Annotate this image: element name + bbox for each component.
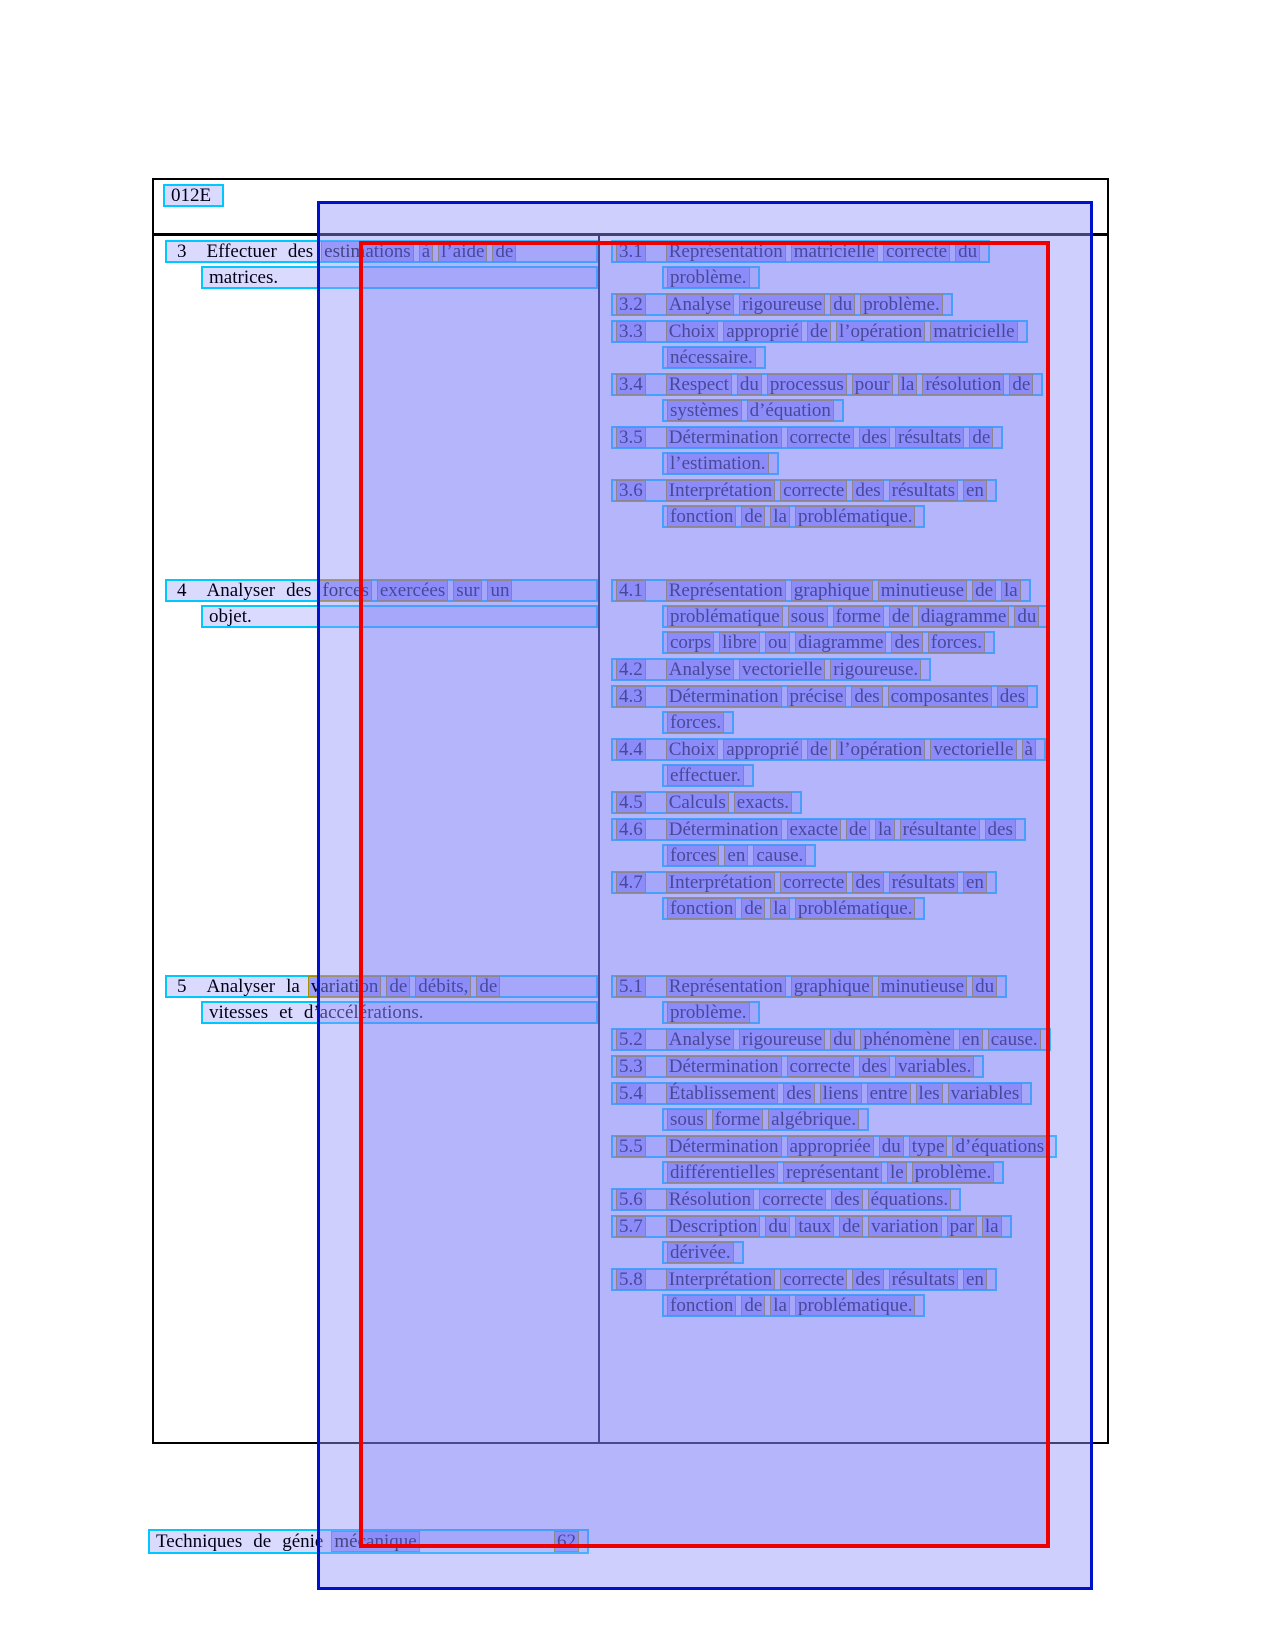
line-highlight (662, 399, 844, 422)
word-highlight: problème. (667, 1002, 750, 1023)
line-highlight (662, 1294, 925, 1317)
word-highlight: la (982, 1216, 1002, 1237)
line-highlight (611, 1215, 1012, 1238)
word-highlight: d’équations (952, 1136, 1047, 1157)
word-highlight: diagramme (795, 632, 886, 653)
word-highlight: composantes (888, 686, 992, 707)
line-highlight (611, 685, 1038, 708)
line-highlight (662, 1241, 744, 1264)
word-highlight: le (887, 1162, 907, 1183)
word-highlight: problème. (860, 294, 943, 315)
word-highlight: variation (868, 1216, 942, 1237)
word-highlight: correcte (883, 241, 950, 262)
word-highlight: résultats (889, 1269, 958, 1290)
word-highlight: Effectuer (206, 241, 277, 262)
header-code: 012E (171, 185, 212, 206)
word-highlight: de (386, 976, 410, 997)
word-highlight: de (839, 1216, 863, 1237)
word-highlight: du (830, 294, 855, 315)
word-highlight: Interprétation (666, 872, 775, 893)
word-highlight: effectuer. (667, 765, 744, 786)
word-highlight: Détermination (666, 686, 782, 707)
criterion-number: 4.7 (616, 872, 646, 893)
criterion-number: 3.3 (616, 321, 646, 342)
word-highlight: Analyser (206, 976, 276, 997)
word-highlight: à (419, 241, 433, 262)
word-highlight: la (770, 898, 790, 919)
word-highlight: fonction (667, 1295, 736, 1316)
criterion-number: 5.2 (616, 1029, 646, 1050)
word-highlight: du (1014, 606, 1039, 627)
word-highlight: de (1009, 374, 1033, 395)
word-highlight: en (963, 1269, 987, 1290)
line-highlight (611, 426, 1003, 449)
word-highlight: de (807, 321, 831, 342)
criterion-item (611, 1268, 1057, 1317)
word-highlight: débits, (415, 976, 471, 997)
line-highlight (611, 1268, 997, 1291)
word-highlight: résultats (889, 480, 958, 501)
criterion-number: 3.4 (616, 374, 646, 395)
word-highlight: correcte (787, 1056, 854, 1077)
word-highlight: minutieuse (878, 976, 967, 997)
word-highlight: des (859, 1056, 890, 1077)
line-highlight (662, 844, 816, 867)
word-highlight: des (891, 632, 922, 653)
word-highlight: ou (765, 632, 790, 653)
word-highlight: des (783, 1083, 814, 1104)
criterion-item (611, 685, 1049, 734)
word-highlight: du (972, 976, 997, 997)
word-highlight: correcte (780, 872, 847, 893)
word-highlight: correcte (780, 480, 847, 501)
criterion-item (611, 426, 1043, 475)
word-highlight: d’équation (747, 400, 834, 421)
word-highlight: la (1001, 580, 1021, 601)
word-highlight: entre (867, 1083, 911, 1104)
word-highlight: du (830, 1029, 855, 1050)
word-highlight: l’opération (836, 739, 925, 760)
criterion-item (611, 1082, 1057, 1131)
criterion-item (611, 818, 1049, 867)
word-highlight: forme (712, 1109, 763, 1130)
criterion-number: 3.5 (616, 427, 646, 448)
criterion-number: 5.4 (616, 1083, 646, 1104)
word-highlight: forces. (667, 712, 724, 733)
word-highlight: du (737, 374, 762, 395)
word-highlight: Description (666, 1216, 761, 1237)
word-highlight: de (741, 506, 765, 527)
word-highlight: la (770, 506, 790, 527)
word-highlight: pour (852, 374, 893, 395)
word-highlight: approprié (723, 321, 802, 342)
criterion-item (611, 871, 1049, 920)
line-highlight (611, 1082, 1032, 1105)
criterion-item (611, 1135, 1057, 1184)
word-highlight: la (770, 1295, 790, 1316)
criterion-number: 5.1 (616, 976, 646, 997)
word-highlight: résultats (895, 427, 964, 448)
line-highlight (611, 975, 1007, 998)
word-highlight: exacte (787, 819, 842, 840)
line-highlight (662, 452, 779, 475)
word-highlight: processus (767, 374, 847, 395)
word-highlight: vectorielle (739, 659, 825, 680)
footer-program-word: mécanique (331, 1531, 419, 1552)
word-highlight: en (963, 872, 987, 893)
line-highlight (611, 818, 1026, 841)
word-highlight: graphique (791, 976, 873, 997)
criterion-item (611, 320, 1043, 369)
word-highlight: les (916, 1083, 943, 1104)
word-highlight: précise (787, 686, 847, 707)
word-highlight: d’accélérations. (303, 1002, 424, 1023)
word-highlight: des (997, 686, 1028, 707)
word-highlight: variation (308, 976, 382, 997)
word-highlight: la (898, 374, 918, 395)
word-highlight: cause. (753, 845, 806, 866)
word-highlight: systèmes (667, 400, 742, 421)
word-highlight: forces (667, 845, 719, 866)
word-highlight: l’opération (836, 321, 925, 342)
word-highlight: Détermination (666, 1136, 782, 1157)
objective-number: 4 (177, 580, 187, 601)
word-highlight: exercées (377, 580, 448, 601)
objective-number: 5 (177, 976, 187, 997)
word-highlight: Représentation (666, 976, 786, 997)
word-highlight: sous (667, 1109, 707, 1130)
word-highlight: algébrique. (768, 1109, 859, 1130)
word-highlight: vectorielle (930, 739, 1016, 760)
word-highlight: du (955, 241, 980, 262)
criterion-number: 4.3 (616, 686, 646, 707)
word-highlight: rigoureuse. (830, 659, 921, 680)
word-highlight: variables. (895, 1056, 974, 1077)
word-highlight: de (741, 898, 765, 919)
line-highlight (611, 320, 1028, 343)
word-highlight: Représentation (666, 241, 786, 262)
word-highlight: Analyse (666, 659, 734, 680)
word-highlight: sous (788, 606, 828, 627)
line-highlight (611, 293, 953, 316)
word-highlight: Respect (666, 374, 732, 395)
word-highlight: en (959, 1029, 983, 1050)
word-highlight: Choix (666, 321, 718, 342)
word-highlight: de (807, 739, 831, 760)
word-highlight: fonction (667, 506, 736, 527)
word-highlight: différentielles (667, 1162, 778, 1183)
criterion-number: 4.5 (616, 792, 646, 813)
word-highlight: graphique (791, 580, 873, 601)
word-highlight: un (487, 580, 512, 601)
criterion-item (611, 293, 1043, 316)
line-highlight (165, 579, 598, 602)
line-highlight (611, 738, 1046, 761)
criterion-number: 5.7 (616, 1216, 646, 1237)
word-highlight: problème. (667, 267, 750, 288)
criterion-item (611, 1188, 1057, 1211)
word-highlight: Détermination (666, 1056, 782, 1077)
line-highlight (611, 791, 802, 814)
word-highlight: phénomène (860, 1029, 954, 1050)
criterion-item (611, 975, 1057, 1024)
criterion-item (611, 240, 1043, 289)
word-highlight: de (476, 976, 500, 997)
word-highlight: des (852, 480, 883, 501)
line-highlight (662, 1161, 1004, 1184)
criterion-item (611, 1055, 1057, 1078)
word-highlight: de (741, 1295, 765, 1316)
word-highlight: variables (948, 1083, 1023, 1104)
table-body (154, 180, 1107, 1442)
line-highlight (165, 240, 598, 263)
objective-number: 3 (177, 241, 187, 262)
line-highlight (662, 897, 925, 920)
word-highlight: forme (833, 606, 884, 627)
word-highlight: minutieuse (878, 580, 967, 601)
line-highlight (201, 605, 598, 628)
word-highlight: la (286, 976, 300, 997)
line-highlight (165, 975, 598, 998)
word-highlight: libre (719, 632, 760, 653)
line-highlight (662, 764, 754, 787)
word-highlight: type (909, 1136, 948, 1157)
word-highlight: matrices. (209, 267, 279, 288)
word-highlight: exacts. (734, 792, 792, 813)
footer-program-word: de (253, 1531, 272, 1552)
word-highlight: approprié (723, 739, 802, 760)
word-highlight: Représentation (666, 580, 786, 601)
word-highlight: estimations (321, 241, 414, 262)
word-highlight: problème. (912, 1162, 995, 1183)
word-highlight: représentant (783, 1162, 882, 1183)
word-highlight: liens (820, 1083, 862, 1104)
criterion-number: 4.4 (616, 739, 646, 760)
word-highlight: des (852, 1269, 883, 1290)
word-highlight: l’estimation. (667, 453, 769, 474)
word-highlight: rigoureuse (739, 294, 825, 315)
word-highlight: et (279, 1002, 293, 1023)
word-highlight: des (852, 872, 883, 893)
criterion-item (611, 479, 1043, 528)
line-highlight (662, 711, 734, 734)
word-highlight: forces (319, 580, 371, 601)
line-highlight (611, 479, 997, 502)
criterion-item (611, 579, 1049, 654)
criterion-number: 4.6 (616, 819, 646, 840)
criterion-item (611, 373, 1043, 422)
line-highlight (611, 1055, 984, 1078)
criterion-number: 5.8 (616, 1269, 646, 1290)
line-highlight (662, 605, 1049, 628)
criterion-number: 5.6 (616, 1189, 646, 1210)
word-highlight: en (724, 845, 748, 866)
line-highlight (662, 631, 995, 654)
word-highlight: taux (795, 1216, 834, 1237)
word-highlight: de (492, 241, 516, 262)
word-highlight: matricielle (791, 241, 878, 262)
criteria-cell (611, 240, 1043, 532)
criterion-item (611, 658, 1049, 681)
word-highlight: Calculs (666, 792, 729, 813)
word-highlight: objet. (209, 606, 252, 627)
word-highlight: forces. (928, 632, 985, 653)
word-highlight: résultante (900, 819, 980, 840)
word-highlight: matricielle (930, 321, 1017, 342)
line-highlight (201, 266, 598, 289)
line-highlight (611, 373, 1043, 396)
word-highlight: Analyser (206, 580, 276, 601)
page-number: 62 (554, 1531, 579, 1552)
word-highlight: à (1022, 739, 1036, 760)
word-highlight: du (765, 1216, 790, 1237)
word-highlight: de (969, 427, 993, 448)
word-highlight: du (879, 1136, 904, 1157)
criterion-number: 4.1 (616, 580, 646, 601)
line-highlight (662, 1001, 760, 1024)
word-highlight: problématique. (795, 1295, 916, 1316)
word-highlight: des (831, 1189, 862, 1210)
line-highlight (662, 1108, 869, 1131)
word-highlight: Détermination (666, 427, 782, 448)
word-highlight: correcte (787, 427, 854, 448)
word-highlight: résultats (889, 872, 958, 893)
word-highlight: problématique (667, 606, 783, 627)
criterion-number: 5.5 (616, 1136, 646, 1157)
criterion-number: 3.6 (616, 480, 646, 501)
criterion-number: 3.1 (616, 241, 646, 262)
criteria-cell (611, 975, 1057, 1321)
criterion-number: 5.3 (616, 1056, 646, 1077)
word-highlight: la (875, 819, 895, 840)
word-highlight: l’aide (438, 241, 487, 262)
line-highlight (611, 1135, 1057, 1158)
footer-line-highlight (148, 1529, 589, 1554)
line-highlight (201, 1001, 598, 1024)
objective-cell (165, 975, 598, 1027)
word-highlight: Interprétation (666, 480, 775, 501)
criterion-number: 4.2 (616, 659, 646, 680)
word-highlight: corps (667, 632, 714, 653)
word-highlight: Établissement (666, 1083, 779, 1104)
objective-cell (165, 579, 598, 631)
word-highlight: résolution (922, 374, 1004, 395)
word-highlight: en (963, 480, 987, 501)
line-highlight (611, 579, 1031, 602)
line-highlight (611, 871, 997, 894)
word-highlight: problématique. (795, 506, 916, 527)
evaluation-table (152, 178, 1109, 1444)
line-highlight (611, 1188, 961, 1211)
word-highlight: des (286, 580, 312, 601)
word-highlight: fonction (667, 898, 736, 919)
word-highlight: de (889, 606, 913, 627)
word-highlight: diagramme (918, 606, 1009, 627)
criterion-item (611, 791, 1049, 814)
word-highlight: Détermination (666, 819, 782, 840)
word-highlight: équations. (868, 1189, 952, 1210)
word-highlight: des (851, 686, 882, 707)
word-highlight: nécessaire. (667, 347, 756, 368)
word-highlight: des (287, 241, 314, 262)
objective-cell (165, 240, 598, 292)
word-highlight: Interprétation (666, 1269, 775, 1290)
word-highlight: de (972, 580, 996, 601)
word-highlight: Analyse (666, 294, 734, 315)
word-highlight: de (846, 819, 870, 840)
word-highlight: vitesses (209, 1002, 269, 1023)
criteria-cell (611, 579, 1049, 924)
criterion-item (611, 1215, 1057, 1264)
criterion-item (611, 738, 1049, 787)
footer-program-name: Techniques (156, 1531, 243, 1552)
word-highlight: dérivée. (667, 1242, 734, 1263)
word-highlight: des (859, 427, 890, 448)
line-highlight (611, 1028, 1051, 1051)
word-highlight: cause. (988, 1029, 1041, 1050)
word-highlight: correcte (759, 1189, 826, 1210)
criterion-number: 3.2 (616, 294, 646, 315)
word-highlight: problématique. (795, 898, 916, 919)
line-highlight (662, 266, 760, 289)
word-highlight: correcte (780, 1269, 847, 1290)
line-highlight (662, 346, 766, 369)
word-highlight: Analyse (666, 1029, 734, 1050)
word-highlight: rigoureuse (739, 1029, 825, 1050)
line-highlight (611, 240, 990, 263)
word-highlight: des (985, 819, 1016, 840)
footer-program-word: génie (282, 1531, 324, 1552)
word-highlight: appropriée (787, 1136, 874, 1157)
word-highlight: Résolution (666, 1189, 754, 1210)
line-highlight (611, 658, 931, 681)
criterion-item (611, 1028, 1057, 1051)
word-highlight: par (947, 1216, 977, 1237)
word-highlight: sur (453, 580, 482, 601)
line-highlight (662, 505, 925, 528)
word-highlight: Choix (666, 739, 718, 760)
